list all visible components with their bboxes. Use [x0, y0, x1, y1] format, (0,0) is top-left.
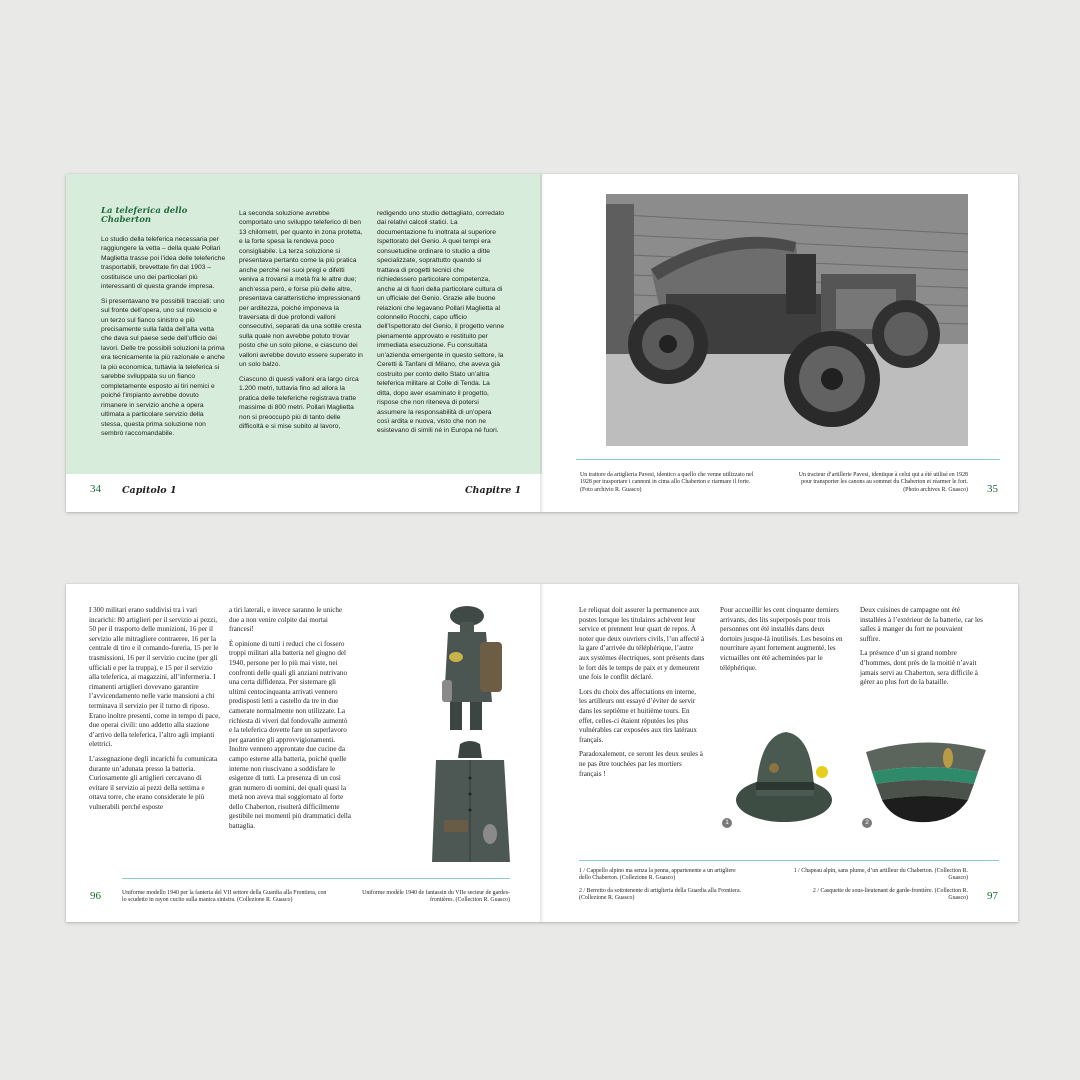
figure-number-2: 2	[862, 818, 872, 828]
alpine-hat-illustration	[734, 720, 838, 830]
officer-cap-illustration	[862, 736, 990, 826]
book-spread-pages-34-35	[66, 174, 1018, 512]
caption-rule	[576, 459, 1000, 460]
uniform-back-photo	[426, 602, 516, 734]
hat-caption-italian-2: 2 / Berretto da sottotenente di artiglieria della Guardia alla Frontiera. (Collezione R. Guasco)	[579, 888, 742, 902]
paragraph: Lors du choix des affectations en interne, les artilleurs ont essayé d’éviter de servir dans les septième et huitième tours. En effet, celles-ci étaient réputées les plus vulnérables car exposées aux tirs latéraux français.	[579, 687, 697, 744]
figure-number-1: 1	[722, 818, 732, 828]
text-column-3	[377, 209, 505, 441]
photo-caption-italian: Un trattore da artiglieria Pavesi, identico a quello che venne utilizzato nel 1928 per trasportare i cannoni in cima allo Chaberton e riarmare il forte. (Foto archivio R. Guasco)	[580, 472, 754, 493]
paragraph: Si presentavano tre possibili tracciati: uno sul fronte dell’opera, uno sul rovescio e un terzo sul fianco sinistro e più precisamente sulla falda dell’alta vetta che dava sul paese sede dell’ufficio dei lavori. Delle tre possibili soluzioni la prima era tecnicamente la più razionale e anche la più economica, tuttavia la teleferica si sarebbe sviluppata su un fianco completamente esposto ai tiri nemici e poiché l’impianto avrebbe dovuto rimanere in servizio anche a opera ultimata a particolare servizio della stessa, questa prima soluzione non sembrò raccomandabile.	[101, 297, 225, 437]
paragraph: La seconda soluzione avrebbe comportato uno sviluppo teleferico di ben 13 chilometri, per quanto in zona protetta, e la forte spesa la rendeva poco consigliabile. La terza soluzione si presentava pertanto come la più pratica anche perché nei suoi pregi e difetti veniva a trovarsi a metà fra le altre due; anch’essa però, e forse più delle altre, presentava caratteristiche impressionanti per arditezza, poiché imponeva la traversata di due profondi valloni consecutivi, separati da una sottile cresta sulla quale non avrebbe potuto trovar posto che un solo pilone, e ciascuno dei valloni avrebbe dovuto essere superato in un solo balzo.	[239, 210, 363, 369]
chapter-label-right: Chapitre 1	[465, 485, 522, 496]
photo-caption-french: Un tracteur d’artillerie Pavesi, identique à celui qui a été utilisé en 1928 pour transporter les canons au sommet du Chaberton et réarmer le fort. (Photo archives R. Guasco)	[798, 472, 968, 493]
hat-caption-french-1: 1 / Chapeau alpin, sans plume, d’un artilleur du Chaberton. (Collection R. Guasco)	[793, 868, 968, 882]
paragraph: Pour accueillir les cent cinquante derniers arrivants, des lits superposés pour trois personnes ont été installés dans deux dortoirs jusque-là inutilisés. Les besoins en nourriture ayant fortement augmenté, les victuailles ont été acheminées par le téléphérique.	[720, 606, 843, 672]
uniform-back-illustration	[426, 602, 516, 734]
paragraph: a tiri laterali, e invece saranno le uniche due a non venire colpite dai mortai francesi!	[229, 606, 343, 634]
uniform-front-photo	[426, 738, 516, 866]
text-column-4	[720, 606, 844, 678]
uniform-front-illustration	[426, 738, 516, 866]
paragraph: redigendo uno studio dettagliato, corredato dai relativi calcoli statici. La documentazione fu inoltrata al superiore Ispettorato del Genio. A quei tempi era consuetudine ordinare lo studio a ditte specializzate, soprattutto quando si trattava di progetti tecnici che richiedessero particolare competenza, anche al di fuori della particolare cultura di un ufficiale del Genio. Grazie alle buone relazioni che legavano Pollari Maglietta al colonnello Rocchi, capo ufficio dell’Ispettorato del Genio, il progetto venne pienamente approvato e restituito per immediata esecuzione. Fu consultata un’azienda emergente in questo settore, la Ceretti & Tanfani di Milano, che aveva già costruito per conto dello Stato un’altra teleferica militare al Colle di Tenda. La ditta, dopo aver esaminato il progetto, rispose che non riteneva di potersi assumere la responsabilità di un’opera così ardita e nuova, visto che non ne esistevano di simili né in Europa né fuori.	[377, 210, 505, 435]
paragraph: Ciascuno di questi valloni era largo circa 1.200 metri, tuttavia fino ad allora la pratica delle teleferiche registrava tratte massime di 800 metri. Pollari Maglietta non si preoccupò più di tanto delle difficoltà e si mise subito al lavoro,	[239, 375, 359, 430]
text-column-2	[229, 606, 352, 837]
page-number-right: 97	[987, 890, 998, 902]
text-column-1	[101, 207, 226, 443]
book-gutter	[540, 584, 544, 922]
book-spread-pages-96-97	[66, 584, 1018, 922]
tractor-photo	[606, 194, 968, 446]
text-column-1	[89, 606, 220, 817]
hat-caption-french-2: 2 / Casquette de sous-lieutenant de garde-frontière. (Collection R. Guasco)	[812, 888, 968, 902]
paragraph: Paradoxalement, ce seront les deux seules à ne pas être touchées par les mortiers français !	[579, 750, 703, 778]
chapter-label-left: Capitolo 1	[122, 485, 177, 496]
paragraph: È opinione di tutti i reduci che ci fossero troppi militari alla batteria nel giugno del 1940, persone per lo più mai viste, nei confronti delle quali gli anziani nutrivano una certa diffidenza. Per sistemare gli ultimi centocinquanta arrivati vennero predisposti letti a castello da tre in due camerate normalmente non utilizzate. La richiesta di viveri dal fondovalle aumentò e la teleferica dovette fare un superlavoro per garantire gli approvvigionamenti. Inoltre vennero approntate due cucine da campo esterne alla batteria, poiché quelle interne non riuscivano a soddisfare le esigenze di tutti. La presenza di un così gran numero di uomini, dei quali quasi la metà non aveva mai soggiornato al forte dello Chaberton, risulterà difficilmente gestibile nei momenti più drammatici della battaglia.	[229, 639, 351, 831]
page-number-left: 34	[90, 483, 101, 495]
paragraph: I 300 militari erano suddivisi tra i vari incarichi: 80 artiglieri per il servizio ai pezzi, 50 per il trasporto delle munizioni, 16 per il servizio alle mitragliere contraeree, 16 per la centrale di tiro e il comando-fureria, 15 per le trasmissioni, 16 per il servizio cucine (per gli ufficiali e per la truppa), e 15 per il servizio alla teleferica, ai magazzini, all’infermeria. I rimanenti artiglieri dovevano garantire l’avvicendamento nelle varie mansioni a chi terminava il servizio per il turno di riposo. Erano inoltre presenti, come in tempo di pace, due operai civili: uno addetto alla stazione d’arrivo della teleferica, l’altro agli impianti elettrici.	[89, 606, 220, 749]
photo-caption-italian: Uniforme modello 1940 per la fanteria del VII settore della Guardia alla Frontiera, con lo scudetto in rayon cucito sulla manica sinistra. (Collezione R. Guasco)	[122, 890, 327, 904]
hat-caption-italian-1: 1 / Cappello alpino ma senza la penna, appartenente a un artigliere dello Chaberton. (Collezione R. Guasco)	[579, 868, 736, 882]
tractor-illustration	[606, 194, 968, 446]
caption-rule-left	[122, 878, 510, 879]
text-column-2	[239, 209, 364, 436]
book-gutter	[540, 174, 544, 512]
caption-rule-right	[579, 860, 999, 861]
paragraph: L’assegnazione degli incarichi fu comunicata durante un’adunata presso la batteria. Curiosamente gli artiglieri cercavano di evitare il servizio ai pezzi della settima e ottava torre, che erano considerate le più vulnerabili perché esposte	[89, 754, 218, 811]
paragraph: Lo studio della teleferica necessaria per raggiungere la vetta – della quale Pollari Maglietta trasse poi l’idea delle teleferiche trasportabili, brevettate fin dal 1903 – costituisce uno dei particolari più interessanti di questa grande impresa.	[101, 235, 226, 291]
paragraph: La présence d’un si grand nombre d’hommes, dont près de la moitié n’avait jamais servi au Chaberton, sera difficile à gérer au plus fort de la bataille.	[860, 649, 978, 687]
text-column-3	[579, 606, 705, 784]
page-number-right: 35	[987, 483, 998, 495]
section-title: La teleferica dello Chaberton	[101, 206, 188, 226]
text-column-5	[860, 606, 984, 693]
page-number-left: 96	[90, 890, 101, 902]
paragraph: Deux cuisines de campagne ont été installées à l’extérieur de la batterie, car les salles à manger du fort ne pouvaient suffire.	[860, 606, 983, 643]
photo-caption-french: Uniforme modèle 1940 de fantassin du VIIe secteur de gardes-frontières. (Collection R. Guasco)	[362, 890, 510, 904]
officer-cap-photo	[862, 736, 990, 826]
paragraph: Le reliquat doit assurer la permanence aux postes lorsque les titulaires achèvent leur service et prennent leur quart de repos. À noter que deux ouvriers civils, l’un affecté à la gare d’arrivée du téléphérique, l’autre aux systèmes électriques, sont présents dans le fort dès le temps de paix et y demeurent une fois le conflit déclaré.	[579, 606, 705, 682]
alpine-hat-photo	[734, 720, 838, 830]
